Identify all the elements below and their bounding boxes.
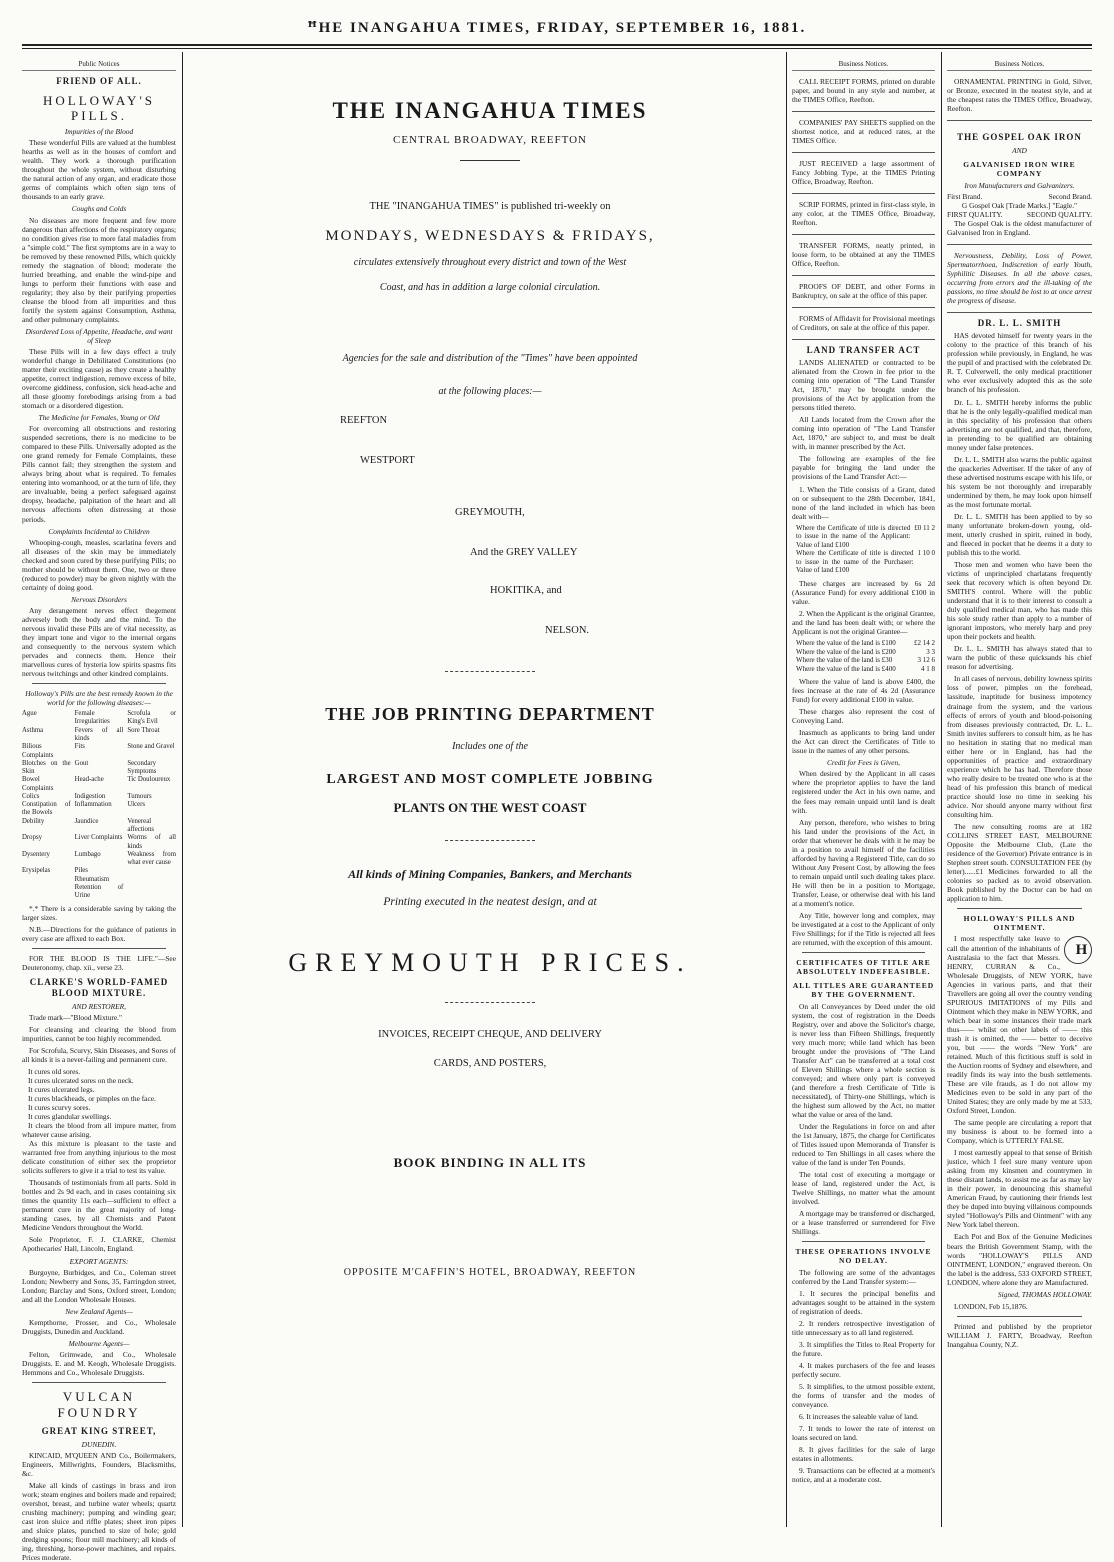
disease-item: Jaundice xyxy=(74,817,99,825)
best-remedy: Holloway's Pills are the best remedy known in the world for the following diseases:— xyxy=(25,689,173,708)
advantage-item: 7. It tends to lower the rate of interest on loans secured on land. xyxy=(792,1424,935,1443)
cure-item: It cures ulcerated sores on the neck. xyxy=(28,1075,134,1085)
advantage-item: 4. It makes purchasers of the fee and leases perfectly secure. xyxy=(792,1360,935,1379)
paragraph: The new consulting rooms are at 182 COLLINS STREET EAST, MELBOURNE Opposite the Melbourne Club, (Late the residence of the Governor) Private entrance is in Stephen street south. CONSULTATION FEE (by letter)......£1 Medicines forwarded to all the colonies so packed as to avoid observation. Book published by the Doctor can be had on application to him. xyxy=(947,821,1092,904)
cure-item: It cures ulcerated legs. xyxy=(28,1084,95,1094)
paragraph: Burgoyne, Burbidges, and Co., Coleman street London; Newberry and Sons, 35, Farringdon street, London; Barclay and Sons, Oxford street, London; and all the London Wholesale Houses. xyxy=(22,1267,176,1304)
disease-item: Scrofula or King's Evil xyxy=(127,710,176,726)
subheading: Disordered Loss of Appetite, Headache, and want of Sleep xyxy=(25,326,173,345)
subheading: The Medicine for Females, Young or Old xyxy=(38,413,160,423)
subheading: Credit for Fees is Given, xyxy=(826,758,900,768)
ad-text: JUST RECEIVED a large assortment of Fancy Jobbing Type, at the TIMES Printing Office, Broadway, Reefton. xyxy=(792,158,935,186)
paragraph: Any derangement nerves effect thegement adversely both the body and the mind. To the nervous invalid these Pills are of vital necessity, as they impart tone and vigor to the internal organs and consequently to the nervous system which pervades and connects them. Hence their marvellous cures of hysteria low spirits spasms fits nervous twitchings and other kindred complaints. xyxy=(22,605,176,678)
places-list xyxy=(190,407,790,657)
paragraph: These charges also represent the cost of Conveying Land. xyxy=(792,707,935,726)
public-notices-column xyxy=(22,60,176,1562)
divider xyxy=(802,1241,925,1242)
notice-ad xyxy=(792,311,935,340)
place: REEFTON xyxy=(340,415,388,426)
paragraph: Kempthorne, Prosser, and Co., Wholesale Druggists, Dunedin and Auckland. xyxy=(22,1317,176,1336)
cures-list xyxy=(22,1067,176,1139)
gospel-oak-ad xyxy=(947,124,1092,245)
fee-description: Where the value of the land is £100 xyxy=(796,639,896,647)
paragraph: Dr. L. L. SMITH has been applied to by so many unfortunate broken-down young, old-ment, utterly crushed in spirit, ruined in body, and fleeced in pocket that he deems it a duty to publish this to the world. xyxy=(947,511,1092,557)
paragraph: The same people are circulating a report that my business is about to be formed into a Company, which is UTTERLY FALSE. xyxy=(947,1118,1092,1146)
paragraph: For overcoming all obstructions and restoring suspended secretions, there is no medicine to be compared to these Pills. Universally adopted as the one grand remedy for Female Complaints, these Pills cannot fail; they strengthen the system and always bring about what is required. To females entering into womanhood, or at the turn of life, they are invaluable, being a perfect safeguard against dropsy, headache, palpitation of the heart and all nervous affections often distressing at those periods. xyxy=(22,424,176,524)
disease-item: Indigestion xyxy=(74,792,106,800)
notice-ad xyxy=(792,238,935,276)
date-line: LONDON, Feb 15,1876. xyxy=(954,1301,1028,1311)
disease-item: Liver Complaints xyxy=(74,834,123,842)
notice-ad xyxy=(947,74,1092,121)
times-advertisement xyxy=(190,60,790,1527)
paragraph: I most earnestly appeal to that sense of British justice, which I feel sure many venture upon asking from my kinsmen and countrymen in these distant lands, to assist me as far as may lay in their power, in denouncing this shameful American Fraud, by cautioning their friends lest they be duped into buying villainous compounds styled "Holloway's Pills and Ointment" with any New York label thereon. xyxy=(947,1148,1092,1230)
invoices-line: INVOICES, RECEIPT CHEQUE, AND DELIVERY xyxy=(378,1029,602,1040)
masthead-rule xyxy=(22,44,1092,46)
fees-table xyxy=(796,524,935,575)
disease-item: Gout xyxy=(74,759,89,767)
fee-description: Where the value of the land is £200 xyxy=(796,647,896,656)
divider xyxy=(445,671,535,672)
divider xyxy=(32,948,166,949)
ad-text: CALL RECEIPT FORMS, printed on durable paper, and bound in any style and number, at the TIMES Office, Reefton. xyxy=(792,76,935,104)
disease-item: Rheumatism xyxy=(74,875,110,883)
certificates-heading: CERTIFICATES OF TITLE ARE ABSOLUTELY INDEFEASIBLE. xyxy=(796,958,931,977)
place: And the GREY VALLEY xyxy=(470,547,578,558)
paragraph: As this mixture is pleasant to the taste and warranted free from anything injurious to the most delicate constitution of either sex the proprietor solicits sufferers to give it a trial to test its value. xyxy=(22,1139,176,1176)
subheading: Nervous Disorders xyxy=(71,594,127,604)
masthead-rule-thin xyxy=(22,48,1092,49)
fee-description: Where the Certificate of title is directed to issue in the name of the Applicant: Value of land £100 xyxy=(796,523,911,549)
vulcan-city: DUNEDIN. xyxy=(81,1439,117,1449)
book-binding-line: BOOK BINDING IN ALL ITS xyxy=(393,1155,587,1170)
paragraph: 2. When the Applicant is the original Grantee, and the land has been dealt with; or where the Applicant is not the original Grantee— xyxy=(792,608,935,636)
mining-line: All kinds of Mining Companies, Bankers, and Merchants xyxy=(348,867,632,881)
trade-mark: Trade mark—"Blood Mixture." xyxy=(29,1012,123,1022)
disease-item: Sore Throat xyxy=(127,726,160,734)
publication-days: MONDAYS, WEDNESDAYS & FRIDAYS, xyxy=(325,228,655,244)
disease-item: Ague xyxy=(22,710,37,718)
gospel-subtitle: Iron Manufacturers and Galvanizers. xyxy=(964,180,1075,190)
cure-item: It clears the blood from all impure matter, from whatever cause arising. xyxy=(22,1121,176,1140)
disease-item: Stone and Gravel xyxy=(127,743,175,751)
guaranteed-heading: ALL TITLES ARE GUARANTEED BY THE GOVERNMENT. xyxy=(792,981,935,1000)
trade-marks: G Gospel Oak [Trade Marks.] "Eagle." xyxy=(961,201,1078,210)
disease-item: Tumours xyxy=(127,792,152,800)
paragraph: Thousands of testimonials from all parts. Sold in bottles and 2s 9d each, and in cases containing six times the quantity 11s each—sufficient to effect a permanent cure in the great majority of long-standing cases, by all Chemists and Patent Medicine Vendors throughout the World. xyxy=(22,1178,176,1233)
opposite-line: OPPOSITE M'CAFFIN'S HOTEL, BROADWAY, REEFTON xyxy=(343,1267,637,1278)
blood-title: FOR THE BLOOD IS THE LIFE."—See Deuteronomy, chap. xii., verse 23. xyxy=(22,953,176,972)
brand-label: Second Brand. xyxy=(1048,191,1092,201)
land-transfer-title: LAND TRANSFER ACT xyxy=(806,345,921,356)
paragraph-text: I most respectfully take leave to call the attention of the inhabitants of Australasia to the fact that Messrs. HENRY, CURRAN & Co., Wholesale Druggists, of NEW YORK, have Agencies in various parts, and that their Travellers are going all over the country vending SPURIOUS IMITATIONS of my Pills and Ointment which they make in NEW YORK, and which bear in some instances their trade mark thus—— whilst on other labels of —— this trash it is omitted, the —— better to deceive you, but —— the words "New York" are retained. Much of this fictitious stuff is sold in the Auction rooms of Sydney and elsewhere, and readily finds its way into the bush settlements. These are vile frauds, as I do not allow my Medicines even to be sold in any part of the United States; they are only made by me at 533, Oxford Street, London. xyxy=(947,934,1092,1116)
published-line: THE "INANGAHUA TIMES" is published tri-weekly on xyxy=(369,201,611,212)
notice-ad xyxy=(792,74,935,112)
fee-amount: 4 1 8 xyxy=(921,664,935,673)
fee-amount: 3 3 xyxy=(926,647,935,656)
section-label: Business Notices. xyxy=(947,60,1092,71)
disease-item: Fevers of all kinds xyxy=(74,726,124,742)
place: WESTPORT xyxy=(360,455,415,466)
disease-item: Piles xyxy=(74,867,88,875)
disease-item: Tic Douloureux xyxy=(127,776,171,784)
subheading: Impurities of the Blood xyxy=(64,127,134,137)
address: CENTRAL BROADWAY, REEFTON xyxy=(393,134,587,146)
disease-item: Ulcers xyxy=(127,801,146,809)
paragraph: Dr. L. L. SMITH hereby informs the public that he is the only legally-qualified medical man in this speciality of his profession that others advertising are not qualified, and that, therefore, in pretending to be qualified are obtaining money under false pretences. xyxy=(947,397,1092,452)
plants-line: PLANTS ON THE WEST COAST xyxy=(393,800,587,815)
fee-row xyxy=(796,524,935,550)
disease-item xyxy=(127,867,176,875)
cure-item: It cures blackheads, or pimples on the face. xyxy=(28,1093,156,1103)
job-printing-title: THE JOB PRINTING DEPARTMENT xyxy=(325,704,655,724)
paragraph: Whooping-cough, measles, scarlatina fevers and all diseases of the skin may be immediately checked and soon cured by these purifying Pills; no mother should be without them. One, two or three (reduced to powder) may be given nightly with the certainty of doing good. xyxy=(22,537,176,592)
ad-text: COMPANIES' PAY SHEETS supplied on the shortest notice, and at reduced rates, at the TIMES Office. xyxy=(792,117,935,145)
quality-label: FIRST QUALITY. xyxy=(947,210,1003,220)
operations-heading: THESE OPERATIONS INVOLVE NO DELAY. xyxy=(795,1247,932,1266)
paragraph: LANDS ALIENATED or contracted to be alienated from the Crown in fee prior to the coming into operation of "The Land Transfer Act, 1870," may be brought under the provisions of the Act by application from the persons titled thereto. xyxy=(792,358,935,413)
holloway-title: HOLLOWAY'S PILLS. xyxy=(42,92,156,124)
gospel-and: AND xyxy=(1012,145,1027,155)
paragraph: Each Pot and Box of the Genuine Medicines bears the British Government Stamp, with the words "HOLLOWAY'S PILLS AND OINTMENT, LONDON," engraved thereon. On the label is the address, 533 OXFORD STREET, LONDON, where alone they are Manufactured. xyxy=(947,1232,1092,1287)
cure-item: It cures old sores. xyxy=(28,1066,81,1076)
coast-line: Coast, and has in addition a large colonial circulation. xyxy=(379,282,601,293)
quality-label: SECOND QUALITY. xyxy=(1026,210,1092,220)
ad-heading: FRIEND OF ALL. xyxy=(56,75,142,86)
disease-item: Debility xyxy=(22,817,45,825)
place: NELSON. xyxy=(545,625,590,636)
section-label: Business Notices. xyxy=(792,60,935,71)
disease-item: Asthma xyxy=(22,726,44,734)
business-notices-column xyxy=(792,60,935,1527)
paragraph: Make all kinds of castings in brass and iron work; steam engines and boilers made and repaired; overshot, breast, and turbine water wheels; quartz crushing machinery; pumping and winding gear; cast iron sluice and riffle plates; sheet iron pipes and sluice plates, punched to size of hole; gold dredging spoons; flour mill machinery; all kinds of ing, threshing, horse-power machines, and repairs. Prices moderate. xyxy=(22,1480,176,1562)
ad-text: ORNAMENTAL PRINTING in Gold, Silver, or Bronze, executed in the neatest style, and at the cheapest rates the TIMES Office, Broadway, Reefton. xyxy=(947,76,1092,113)
cure-item: It cures scurvy sores. xyxy=(28,1103,91,1112)
notice-ad xyxy=(792,197,935,235)
disease-item xyxy=(22,884,71,901)
divider xyxy=(957,1316,1082,1317)
paragraph xyxy=(947,934,1092,1115)
trade-mark-seal: H xyxy=(1064,936,1092,964)
advantage-item: 2. It renders retrospective investigation of title unnecessary as to all land registered. xyxy=(792,1318,935,1337)
paragraph: 1. When the Title consists of a Grant, dated on or subsequent to the 28th December, 1841, none of the land included in which has been dealt with— xyxy=(792,484,935,521)
fee-amount: 1 10 0 xyxy=(917,549,935,558)
section-label: Public Notices xyxy=(22,60,176,71)
divider xyxy=(32,1382,166,1383)
place: GREYMOUTH, xyxy=(455,507,525,518)
paragraph: For cleansing and clearing the blood from impurities, cannot be too highly recommended. xyxy=(22,1024,176,1043)
paragraph: These charges are increased by 6s 2d (Assurance Fund) for every additional £100 in value. xyxy=(792,578,935,606)
paragraph: Felton, Grimwade, and Co., Wholesale Druggists. E. and M. Keogh, Wholesale Druggists. Hemmons and Co., Wholesale Druggists. xyxy=(22,1349,176,1377)
fee-row xyxy=(796,656,935,665)
paragraph: Where the value of land is above £400, the fees increase at the rate of 4s 2d (Assurance Fund) for every additional £100 in value. xyxy=(792,677,935,705)
paragraph: Inasmuch as applicants to bring land under the Act can direct the Certificates of Title to issue in the names of any other persons. xyxy=(792,728,935,756)
gospel-title: THE GOSPEL OAK IRON xyxy=(957,131,1082,142)
paragraph: For Scrofula, Scurvy, Skin Diseases, and Sores of all kinds it is a never-failing and permanent cure. xyxy=(22,1045,176,1064)
subheading: Melbourne Agents— xyxy=(68,1338,130,1348)
disease-item: Retention of Urine xyxy=(74,884,124,900)
paragraph: Those men and women who have been the victims of unprincipled charlatans frequently seek that recovery which is often beyond Dr. SMITH'S control. Where will the public understand that it is to their interest to consult a duly qualified medical man, who has made this his sole study rather than apply to a number of ignorant impostors, who merely harp and prey upon their pockets and health. xyxy=(947,560,1092,642)
disease-item: Lumbago xyxy=(74,850,101,858)
diseases-table xyxy=(22,710,176,900)
paragraph: Any Title, however long and complex, may be investigated at a cost to the Applicant of only Five Shillings; for if the Title is rejected all fees are returned, with the exception of this amount. xyxy=(792,910,935,947)
printing-line: Printing executed in the neatest design, and at xyxy=(383,896,597,908)
notice-ad xyxy=(792,156,935,194)
advantage-item: 6. It increases the saleable value of land. xyxy=(799,1412,919,1422)
fee-row xyxy=(796,639,935,648)
paragraph: No diseases are more frequent and few more dangerous than affections of the respiratory organs; no condition gives rise to more fatal maladies from a "simple cold." The first symptoms are in a way to be removed by these renowned Pills, which quickly remedy the stagnation of blood; moderate the hurried breathing, and enable the wind-pipe and lungs to perform their functions with ease and regularity; they also by their purifying properties cleanse the blood from all impurities and thus fortify the system against Consumption, Asthma, and other pulmonary complaints. xyxy=(22,215,176,324)
advantage-item: 1. It secures the principal benefits and advantages sought to be attained in the system of registration of deeds. xyxy=(792,1288,935,1316)
paragraph: On all Conveyances by Deed under the old system, the cost of registration in the Deeds Registry, over and above the Solicitor's charge, is never less than Fifteen Shillings, frequently very much more; while land which has been brought under the provisions of "The Land Transfer Act" can be transferred at a total cost of Eleven Shillings where a whole section is conveyed; and where only part is conveyed (and therefore a fresh Certificate of Title is necessitated), of Thirty-one Shillings, which is the highest sum allowed by the Act, no matter what the value or area of the land. xyxy=(792,1001,935,1119)
ad-text: FORMS of Affidavit for Provisional meetings of Creditors, on sale at the office of this paper. xyxy=(792,314,935,333)
paragraph: Under the Regulations in force on and after the 1st January, 1875, the charge for Certificates of Titles issued upon Memoranda of Transfer is reduced to Ten Shillings in all cases where the value of the land is under Ten Pounds. xyxy=(792,1121,935,1168)
ad-text: PROOFS OF DEBT, and other Forms in Bankruptcy, on sale at the office of this paper. xyxy=(792,282,935,301)
ad-text: SCRIP FORMS, printed in first-class style, in any color, at the TIMES Office, Broadway, Reefton. xyxy=(792,199,935,227)
fee-amount: £2 14 2 xyxy=(914,639,935,647)
paragraph: These wonderful Pills are valued at the humblest hearths as well as in the houses of comfort and wealth. They work a thorough purification throughout the whole system, without disturbing the natural action of any organ, and eradicate those germs of complaints which often sign tens of thousands to an early grave. xyxy=(22,138,176,202)
disease-item: Fits xyxy=(74,743,85,751)
paragraph: The following are some of the advantages conferred by the Land Transfer system:— xyxy=(792,1267,935,1286)
divider xyxy=(445,840,535,841)
place: HOKITIKA, and xyxy=(490,585,562,596)
disease-item xyxy=(127,876,176,884)
advantage-item: 5. It simplifies, to the utmost possible extent, the forms of transfer and the modes of conveyance. xyxy=(792,1381,935,1410)
advantage-item: 8. It gives facilities for the sale of large estates in allotments. xyxy=(792,1445,935,1464)
saving-note: *.* There is a considerable saving by taking the larger sizes. xyxy=(22,903,176,922)
subheading: Coughs and Colds xyxy=(71,204,127,214)
divider xyxy=(445,1002,535,1003)
clarke-title: CLARKE'S WORLD-FAMED BLOOD MIXTURE. xyxy=(29,976,169,998)
quality-row xyxy=(947,210,1092,219)
largest-line: LARGEST AND MOST COMPLETE JOBBING xyxy=(326,772,654,787)
fee-description: Where the value of the land is £400 xyxy=(796,664,896,673)
paragraph: In all cases of nervous, debility lowness spirits loss of power, pimples on the forehead, lassitude, inaptitude for business impotency drainage from the system, and the various effects of errors of youth and blood-poisoning from diseases previously contracted, Dr. L. L. Smith invites sufferers to consult him, as he has no hesitation in stating that no medical man either here or in England, has had the opportunities of practice and extraordinary experience which he has had. Therefore those who really desire to be treated one who is at the head of his profession this branch of medical practice should lose no time in seeking his advice. Nor should anyone marry without first consulting him. xyxy=(947,674,1092,819)
fee-amount: £0 11 2 xyxy=(914,523,935,532)
notice-ad xyxy=(947,248,1092,313)
imprint: Printed and published by the proprietor WILLIAM J. FARTY, Broadway, Reefton Inangahua County, N.Z. xyxy=(947,1321,1092,1349)
disease-item: Venereal affections xyxy=(127,817,155,834)
disease-item: Bowel Complaints xyxy=(22,776,54,792)
fee-row xyxy=(796,648,935,657)
newspaper-title: THE INANGAHUA TIMES xyxy=(332,98,648,123)
disease-item: Colics xyxy=(22,792,40,800)
fee-description: Where the value of the land is £30 xyxy=(796,656,893,665)
disease-item: Constipation of the Bowels xyxy=(22,801,71,817)
cards-line: CARDS, AND POSTERS, xyxy=(433,1058,547,1069)
paragraph: Dr. L. L. SMITH also warns the public against the quackeries Advertiser. If the taker of any of these advertised nostrums escape with his life, or his system be not thoroughly and irreparably undermined by them, he may look upon himself as the most fortunate mortal. xyxy=(947,454,1092,509)
business-notices-column-2 xyxy=(947,60,1092,1527)
disease-item: Dysentery xyxy=(22,850,50,858)
fee-row xyxy=(796,665,935,674)
fees-table xyxy=(796,639,935,673)
cure-item: It cures glandular swellings. xyxy=(28,1112,112,1122)
disease-item: Dropsy xyxy=(22,834,43,842)
ornament-rule xyxy=(460,160,520,161)
disease-item: Secondary Symptoms xyxy=(127,759,157,776)
circulation-line: circulates extensively throughout every district and town of the West xyxy=(353,257,627,268)
disease-item: Bilious Complaints xyxy=(22,743,54,759)
greymouth-prices: GREYMOUTH PRICES. xyxy=(288,948,692,977)
vulcan-street: GREAT KING STREET, xyxy=(41,1425,157,1436)
notice-ad xyxy=(792,115,935,153)
fee-amount: 3 12 6 xyxy=(917,656,935,665)
paragraph: These Pills will in a few days effect a truly wonderful change in Debilitated Constitutions (no matter their exciting cause) as they create a healthy appetite, correct indigestion, remove excess of bile, overcome giddiness, confusion, sick head-ache and all those gloomy forebodings arising from a bad stomach or a disordered digestion. xyxy=(22,346,176,411)
disease-item: Head-ache xyxy=(74,776,104,784)
subheading: EXPORT AGENTS: xyxy=(69,1256,129,1266)
paragraph: Dr. L. L. SMITH has always stated that to warn the public of these quicksands his chief reason for advertising. xyxy=(947,644,1092,672)
disease-item: Weakness from what ever cause xyxy=(127,850,176,867)
vulcan-title: VULCAN FOUNDRY xyxy=(57,1388,141,1420)
dr-smith-title: DR. L. L. SMITH xyxy=(977,318,1062,329)
disease-item: Erysipelas xyxy=(22,867,51,875)
column-rule xyxy=(182,52,183,1527)
paragraph: The total cost of executing a mortgage or lease of land, registered under the Act, is Twelve Shillings, no matter what the amount involved. xyxy=(792,1170,935,1207)
disease-item: Female Irregularities xyxy=(74,710,110,726)
disease-item: Worms of all kinds xyxy=(127,834,176,850)
brand-row xyxy=(947,192,1092,201)
paragraph: Sole Proprietor, F. J. CLARKE, Chemist Apothecaries' Hall, Lincoln, England. xyxy=(22,1235,176,1254)
divider xyxy=(802,952,925,953)
paragraph: The following are examples of the fee payable for bringing the land under the provisions of the Land Transfer Act:— xyxy=(792,454,935,482)
brand-label: First Brand. xyxy=(947,191,983,201)
ad-text: Nervousness, Debility, Loss of Power, Spermatorrhoea, Indiscretion of early Youth, Syphilitic Diseases. In all the above cases, occurring from errors and the ill-taking of the passions, no time should be lost to at once arrest the progress of disease. xyxy=(947,251,1092,306)
notice-ad xyxy=(792,279,935,308)
disease-item: Inflammation xyxy=(74,801,112,809)
paragraph: KINCAID, M'QUEEN AND Co., Boilermakers, Engineers, Millwrights, Founders, Blacksmiths, &c. xyxy=(22,1450,176,1478)
advantage-item: 3. It simplifies the Titles to Real Property for the future. xyxy=(792,1339,935,1358)
fee-description: Where the Certificate of title is directed to issue in the name of the Purchaser: Value of land £100 xyxy=(796,549,914,575)
includes-line: Includes one of the xyxy=(452,741,528,752)
paragraph: The Gospel Oak is the oldest manufacturer of Galvanised Iron in England. xyxy=(947,219,1092,238)
gospel-title-2: GALVANISED IRON WIRE COMPANY xyxy=(963,159,1076,178)
nb-note: N.B.—Directions for the guidance of patients in every case are affixed to each Box. xyxy=(22,924,176,943)
agencies-line: Agencies for the sale and distribution of the "Times" have been appointed xyxy=(342,353,638,364)
ad-text: TRANSFER FORMS, neatly printed, in loose form, to be obtained at any the TIMES Office, Reefton. xyxy=(792,240,935,268)
disease-item xyxy=(127,884,176,901)
divider xyxy=(32,683,166,684)
fee-row xyxy=(796,549,935,575)
column-rule xyxy=(941,52,942,1527)
places-intro: at the following places:— xyxy=(438,386,542,397)
advantage-item: 9. Transactions can be effected at a moment's notice, and at a moderate cost. xyxy=(792,1466,935,1485)
paragraph: Any person, therefore, who wishes to bring his land under the provisions of the Act, in order that whenever he deals with it he may be in a position to avail himself of the facilities afforded by having a Registered Title, can do so Without Any Present Cost, by allowing the fees to remain unpaid until such dealing takes place. He will then be in a position to Mortgage, Transfer, Lease, or otherwise deal with his land at a moment's notice. xyxy=(792,817,935,908)
disease-item: Blotches on the Skin xyxy=(22,759,71,776)
disease-item xyxy=(22,876,71,884)
divider xyxy=(957,908,1082,909)
advantages-list xyxy=(792,1289,935,1485)
signature: Signed, THOMAS HOLLOWAY. xyxy=(997,1289,1092,1299)
paragraph: HAS devoted himself for twenty years in the colony to the practice of this branch of his profession while previously, in England, he was the pupil of and practised with the celebrated Dr. R. T. Culverwell, the only medical practitioner who ever exclusively adopted this as the sole branch of his profession. xyxy=(947,331,1092,395)
paragraph: All Lands located from the Crown after the coming into operation of "The Land Transfer Act, 1870," are subject to, and must be dealt with, in manner prescribed by the Act. xyxy=(792,415,935,452)
subheading: New Zealand Agents— xyxy=(65,1306,133,1316)
paragraph: A mortgage may be transferred or discharged, or a lease transferred or surrendered for Five Shillings. xyxy=(792,1209,935,1237)
clarke-subtitle: AND RESTORER, xyxy=(71,1001,127,1011)
holloway-title: HOLLOWAY'S PILLS AND OINTMENT. xyxy=(963,914,1076,933)
subheading: Complaints Incidental to Children xyxy=(48,526,150,536)
masthead: ꟸHE INANGAHUA TIMES, FRIDAY, SEPTEMBER 16, 1881. xyxy=(307,20,807,36)
paragraph: When desired by the Applicant in all cases where the proprietor applies to have the land registered under the Act in his own name, and the fees may remain unpaid until land is dealt with. xyxy=(792,769,935,815)
